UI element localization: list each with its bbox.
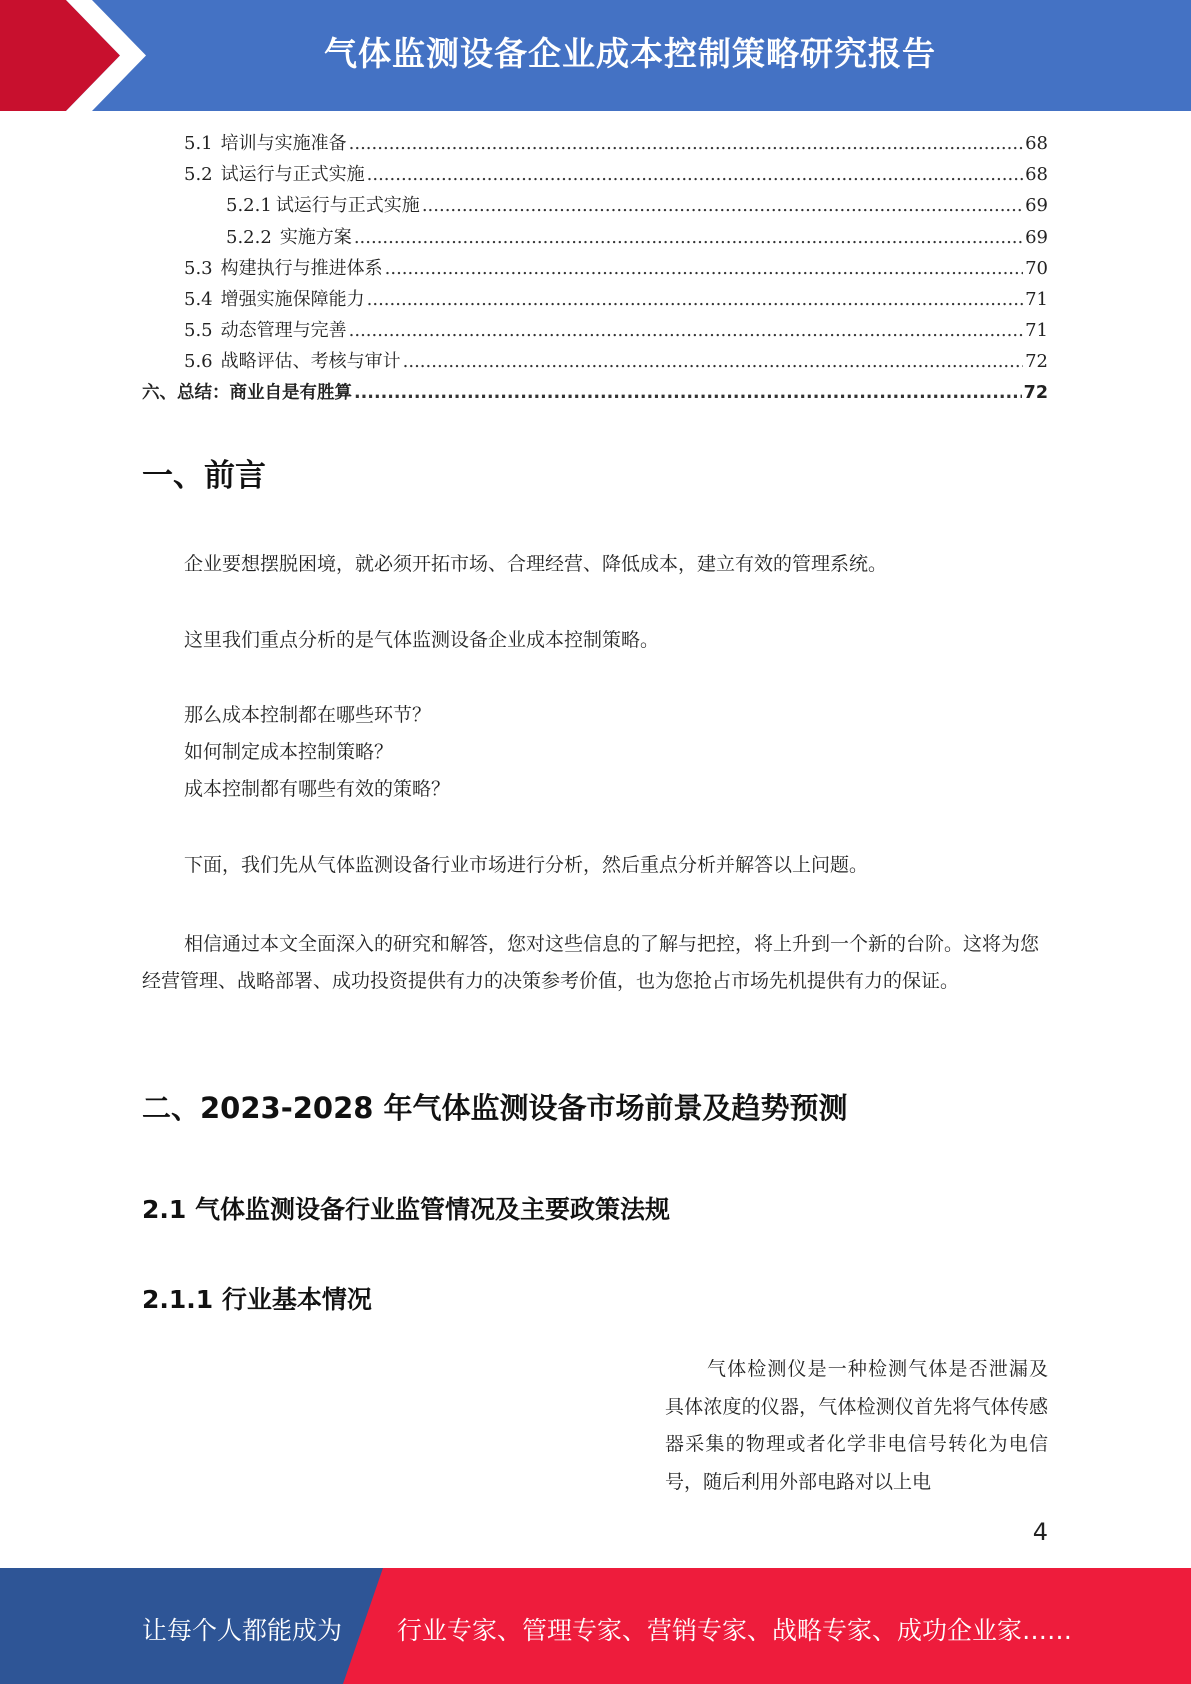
toc-item-number: 5.3 xyxy=(184,257,213,279)
toc-item-title: 增强实施保障能力 xyxy=(220,288,365,310)
basic-info-paragraph: 气体检测仪是一种检测气体是否泄漏及具体浓度的仪器，气体检测仪首先将气体传感器采集的物理或者化学非电信号转化为电信号，随后利用外部电路对以上电 xyxy=(665,1358,1048,1493)
toc-item-page: 71 xyxy=(1025,288,1048,310)
table-of-contents xyxy=(142,128,1048,409)
toc-item-page: 71 xyxy=(1025,320,1048,342)
toc-item[interactable] xyxy=(142,190,1048,221)
page-footer xyxy=(0,1568,1191,1684)
toc-item-page: 69 xyxy=(1025,195,1048,217)
regulation-heading: 2.1 气体监测设备行业监管情况及主要政策法规 xyxy=(142,1195,670,1224)
toc-item[interactable] xyxy=(142,222,1048,253)
toc-item-page: 68 xyxy=(1025,133,1048,154)
toc-item-number: 5.4 xyxy=(184,288,213,310)
footer-slogan-right: 行业专家、管理专家、营销专家、战略专家、成功企业家…… xyxy=(397,1616,1073,1645)
toc-item-number: 5.2.1 xyxy=(226,195,272,217)
page-header xyxy=(0,0,1191,111)
toc-item[interactable] xyxy=(142,315,1048,346)
toc-leader-dots xyxy=(385,253,1023,284)
toc-item-title: 培训与实施准备 xyxy=(220,133,347,154)
toc-item-title: 六、总结：商业自是有胜算 xyxy=(142,382,352,403)
toc-leader-dots xyxy=(367,159,1023,190)
preface-heading: 一、前言 xyxy=(142,458,266,494)
preface-paragraph: 相信通过本文全面深入的研究和解答，您对这些信息的了解与把控，将上升到一个新的台阶。这将为您经营管理、战略部署、成功投资提供有力的决策参考价值，也为您抢占市场先机提供有力的保证。 xyxy=(142,933,1040,992)
toc-item-number: 5.2.2 xyxy=(226,226,272,248)
toc-item-title: 试运行与正式实施 xyxy=(275,195,420,217)
toc-item-title: 实施方案 xyxy=(279,226,352,248)
toc-item[interactable] xyxy=(142,284,1048,315)
preface-paragraph: 那么成本控制都在哪些环节？ xyxy=(184,704,432,726)
toc-item-title: 试运行与正式实施 xyxy=(220,164,365,186)
toc-item[interactable] xyxy=(142,253,1048,284)
toc-leader-dots xyxy=(403,346,1023,377)
footer-slogan-left: 让每个人都能成为 xyxy=(142,1616,343,1645)
toc-item-page: 72 xyxy=(1023,382,1048,403)
toc-item-number: 5.2 xyxy=(184,164,213,186)
toc-item[interactable] xyxy=(142,378,1048,409)
page-number: 4 xyxy=(1032,1518,1048,1546)
toc-leader-dots xyxy=(422,190,1023,221)
preface-paragraph: 下面，我们先从气体监测设备行业市场进行分析，然后重点分析并解答以上问题。 xyxy=(184,854,869,876)
toc-item-page: 68 xyxy=(1025,164,1048,186)
toc-leader-dots xyxy=(367,284,1023,315)
toc-item-page: 69 xyxy=(1025,226,1048,248)
market-heading: 二、2023-2028 年气体监测设备市场前景及趋势预测 xyxy=(142,1091,848,1125)
toc-leader-dots xyxy=(354,222,1023,253)
preface-paragraph: 成本控制都有哪些有效的策略？ xyxy=(184,778,451,800)
toc-item-title: 战略评估、考核与审计 xyxy=(220,351,401,373)
basic-info-heading: 2.1.1 行业基本情况 xyxy=(142,1285,372,1314)
toc-leader-dots xyxy=(354,378,1022,409)
toc-item-title: 动态管理与完善 xyxy=(220,320,347,342)
toc-item-page: 70 xyxy=(1025,257,1048,279)
toc-leader-dots xyxy=(349,128,1023,159)
toc-item-page: 72 xyxy=(1025,351,1048,373)
toc-item-number: 5.1 xyxy=(184,133,213,154)
toc-item[interactable] xyxy=(142,159,1048,190)
toc-item[interactable] xyxy=(142,128,1048,159)
report-title: 气体监测设备企业成本控制策略研究报告 xyxy=(324,34,936,73)
preface-paragraph: 这里我们重点分析的是气体监测设备企业成本控制策略。 xyxy=(184,629,660,651)
preface-paragraph: 如何制定成本控制策略？ xyxy=(184,741,394,763)
toc-item-number: 5.5 xyxy=(184,320,213,342)
toc-leader-dots xyxy=(349,315,1023,346)
toc-item[interactable] xyxy=(142,346,1048,377)
toc-item-number: 5.6 xyxy=(184,351,213,373)
toc-item-title: 构建执行与推进体系 xyxy=(220,257,383,279)
preface-paragraph: 企业要想摆脱困境，就必须开拓市场、合理经营、降低成本，建立有效的管理系统。 xyxy=(184,553,888,575)
